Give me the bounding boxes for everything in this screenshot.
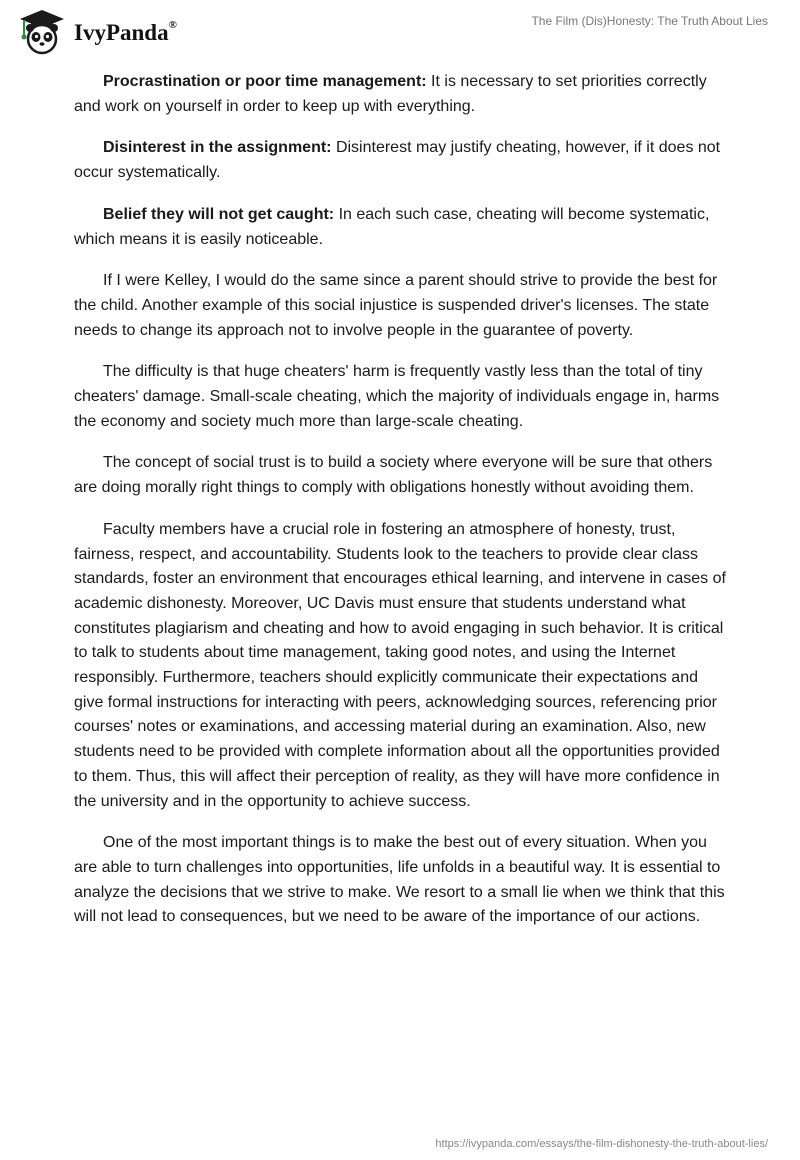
source-url-link[interactable]: https://ivypanda.com/essays/the-film-dishonesty-the-truth-about-lies/ — [435, 1138, 768, 1150]
body-paragraph: If I were Kelley, I would do the same since a parent should strive to provide the best for the child. Another example of this social injustice is suspended driver's licenses. The state needs to change its approach not to involve people in the guarantee of poverty. — [74, 272, 718, 339]
body-paragraph: Faculty members have a crucial role in fostering an atmosphere of honesty, trust, fairness, respect, and accountability. Students look to the teachers to provide clear class standards, foster an environment that encourages ethical learning, and intervene in cases of academic dishonesty. Moreover, UC Davis must ensure that students understand what constitutes plagiarism and cheating and how to avoid engaging in such behavior. It is critical to talk to students about time management, taking good notes, and using the Internet responsibly. Furthermore, teachers should explicitly communicate their expectations and give formal instructions for interacting with peers, acknowledging sources, referencing prior courses' notes or examinations, and accessing material during an examination. Also, new students need to be provided with complete information about all the opportunities provided to them. Thus, this will affect their perception of reality, as they will have more confidence in the university and in the opportunity to achieve success. — [74, 520, 726, 810]
brand-logo[interactable] — [14, 6, 177, 56]
body-paragraph: The difficulty is that huge cheaters' harm is frequently vastly less than the total of tiny cheaters' damage. Small-scale cheating, which the majority of individuals engage in, harms the economy and society much more than large-scale cheating. — [74, 363, 720, 430]
body-paragraph: The concept of social trust is to build a society where everyone will be sure that others are doing morally right things to comply with obligations honestly without avoiding them. — [74, 454, 713, 497]
reason-paragraph: Belief they will not get caught: In each such case, cheating will become systematic, which means it is easily noticeable. — [74, 205, 710, 248]
body-paragraph: One of the most important things is to make the best out of every situation. When you are able to turn challenges into opportunities, life unfolds in a beautiful way. It is essential to analyze the decisions that we strive to make. We resort to a small lie when we think that this will not lead to consequences, but we need to be aware of the importance of our actions. — [74, 834, 725, 926]
reason-paragraph: Disinterest in the assignment: Disinterest may justify cheating, however, if it does not occur systematically. — [74, 139, 721, 182]
panda-graduate-icon — [14, 6, 70, 56]
reason-paragraph: Procrastination or poor time management: It is necessary to set priorities correctly and work on yourself in order to keep up with everything. — [74, 73, 707, 115]
document-title: The Film (Dis)Honesty: The Truth About Lies — [531, 14, 768, 28]
brand-name: IvyPanda® — [74, 19, 177, 45]
essay-body — [74, 70, 726, 947]
